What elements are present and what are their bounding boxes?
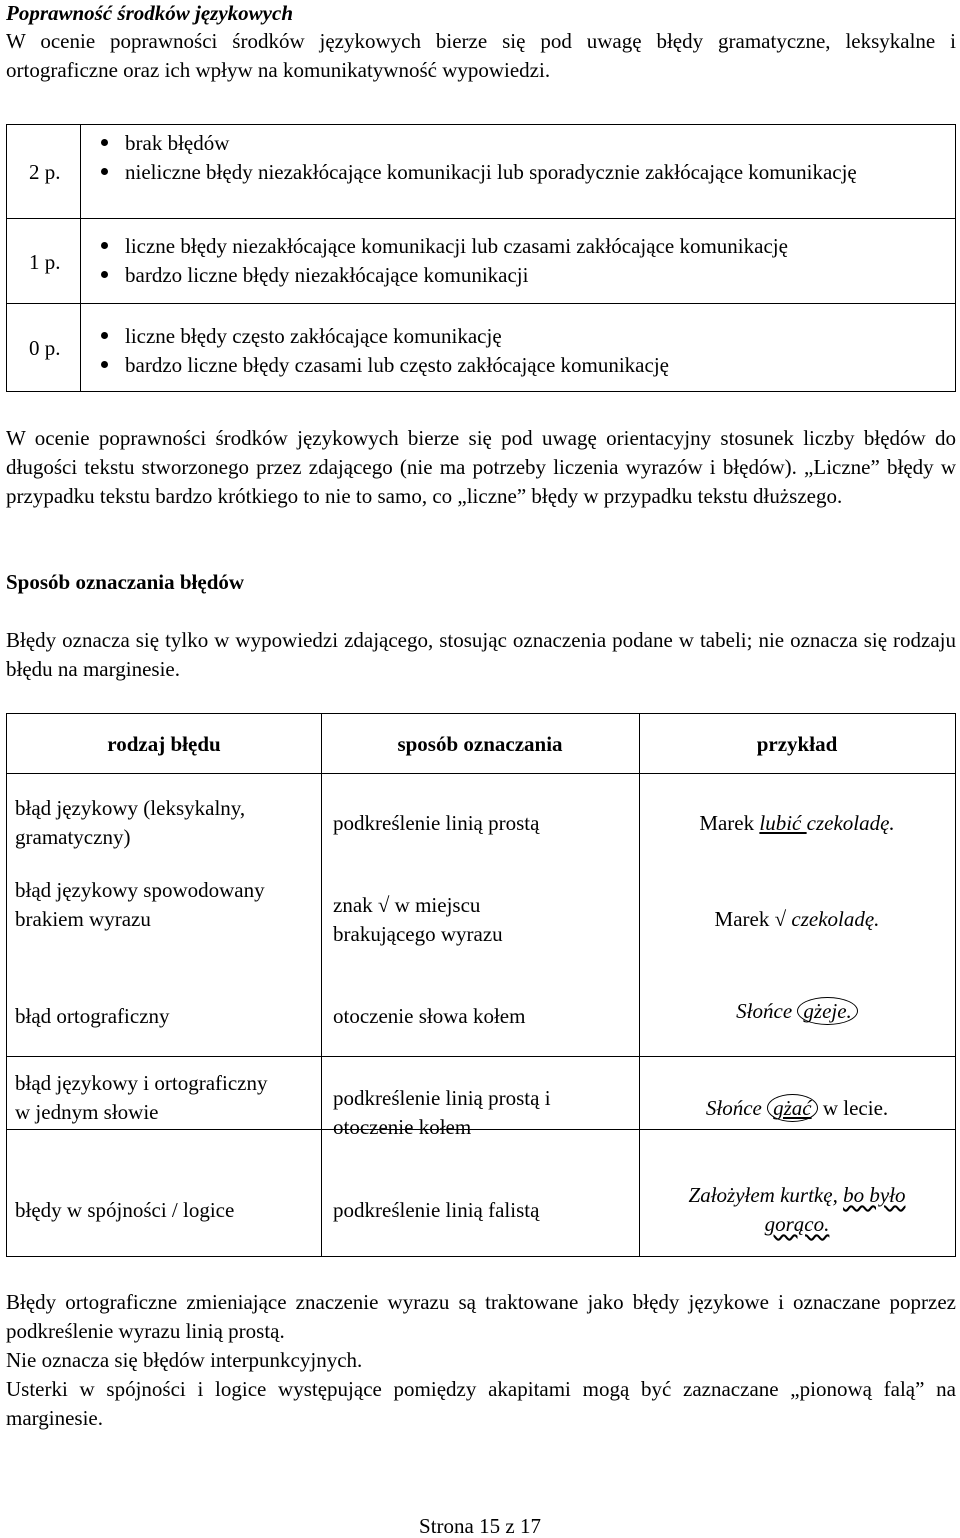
points-label: 0 p. bbox=[29, 336, 61, 360]
method-cell: podkreślenie linią prostą i otoczenie kołem bbox=[333, 1086, 551, 1139]
intro-paragraph: W ocenie poprawności środków językowych bierze się pod uwagę błędy gramatyczne, leksykalne i ortograficzne oraz ich wpływ na komunikatywność wypowiedzi. bbox=[6, 29, 956, 82]
error-type-cell: błąd językowy i ortograficzny w jednym słowie bbox=[15, 1071, 268, 1124]
example-cell: Słońce gżeje. bbox=[639, 997, 955, 1026]
error-marking-table bbox=[6, 713, 956, 1257]
marking-paragraph: Błędy oznacza się tylko w wypowiedzi zdającego, stosując oznaczenia podane w tabeli; nie oznacza się rodzaju błędu na marginesie. bbox=[6, 628, 956, 681]
section-title: Poprawność środków językowych bbox=[6, 1, 294, 25]
column-divider bbox=[639, 714, 640, 1256]
column-divider bbox=[321, 714, 322, 1256]
circled-word: gżeje. bbox=[797, 997, 857, 1025]
method-cell: podkreślenie linią prostą bbox=[333, 811, 540, 835]
scoring-table bbox=[6, 124, 956, 392]
row-divider bbox=[7, 773, 955, 774]
header-marking-method: sposób oznaczania bbox=[397, 732, 563, 756]
row-divider bbox=[7, 1056, 955, 1057]
wavy-underlined-phrase: bo było gorąco. bbox=[764, 1183, 906, 1236]
note-paragraph: Nie oznacza się błędów interpunkcyjnych. bbox=[6, 1348, 363, 1372]
criteria-item: bardzo liczne błędy czasami lub często zakłócające komunikację bbox=[101, 351, 943, 380]
criteria-item: liczne błędy często zakłócające komunikację bbox=[101, 322, 943, 351]
error-type-cell: błąd językowy spowodowany brakiem wyrazu bbox=[15, 878, 265, 931]
criteria-list bbox=[101, 232, 943, 290]
row-divider bbox=[7, 218, 955, 219]
page-number: Strona 15 z 17 bbox=[419, 1514, 541, 1538]
header-example: przykład bbox=[756, 732, 838, 756]
example-cell: Marek lubić czekoladę. bbox=[699, 811, 895, 835]
criteria-item: bardzo liczne błędy niezakłócające komunikacji bbox=[101, 261, 943, 290]
points-label: 2 p. bbox=[29, 160, 61, 184]
underlined-circled-word: gżać bbox=[767, 1094, 818, 1122]
error-type-cell: błąd językowy (leksykalny, gramatyczny) bbox=[15, 796, 246, 849]
method-cell: otoczenie słowa kołem bbox=[333, 1004, 526, 1028]
error-type-cell: błąd ortograficzny bbox=[15, 1004, 170, 1028]
criteria-item: brak błędów bbox=[101, 129, 943, 158]
example-cell: Założyłem kurtkę, bo było gorąco. bbox=[688, 1183, 906, 1236]
criteria-item: liczne błędy niezakłócające komunikacji lub czasami zakłócające komunikację bbox=[101, 232, 943, 261]
method-cell: podkreślenie linią falistą bbox=[333, 1198, 540, 1222]
note-paragraph: Błędy ortograficzne zmieniające znaczenie wyrazu są traktowane jako błędy językowe i oznaczane poprzez podkreślenie wyrazu linią prostą. bbox=[6, 1290, 956, 1343]
example-cell: Słońce gżać w lecie. bbox=[705, 1096, 889, 1120]
note-paragraph: Usterki w spójności i logice występujące pomiędzy akapitami mogą być zaznaczane „pionową falą” na marginesie. bbox=[6, 1377, 956, 1430]
criteria-item: nieliczne błędy niezakłócające komunikacji lub sporadycznie zakłócające komunikację bbox=[101, 158, 943, 187]
marking-heading: Sposób oznaczania błędów bbox=[6, 570, 245, 594]
criteria-list bbox=[101, 322, 943, 380]
counting-paragraph: W ocenie poprawności środków językowych bierze się pod uwagę orientacyjny stosunek liczby błędów do długości tekstu stworzonego przez zdającego (nie ma potrzeby liczenia wyrazów i błędów). „Liczne” błędy w przypadku tekstu bardzo krótkiego to nie to samo, co „liczne” błędy w przypadku tekstu dłuższego. bbox=[6, 426, 956, 508]
error-type-cell: błędy w spójności / logice bbox=[15, 1198, 235, 1222]
points-label: 1 p. bbox=[29, 250, 61, 274]
method-cell: znak √ w miejscu brakującego wyrazu bbox=[333, 893, 503, 946]
example-cell: Marek √ czekoladę. bbox=[714, 907, 880, 931]
criteria-list bbox=[101, 129, 943, 187]
row-divider bbox=[7, 303, 955, 304]
header-error-type: rodzaj błędu bbox=[107, 732, 221, 756]
underlined-word: lubić bbox=[759, 811, 807, 835]
